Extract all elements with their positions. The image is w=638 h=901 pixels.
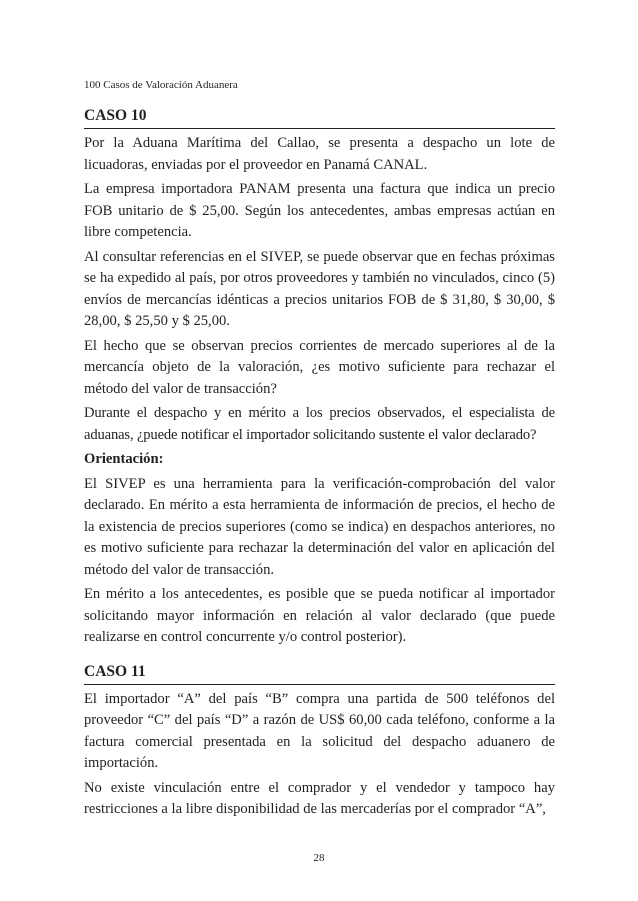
case-11-heading: CASO 11 (84, 662, 555, 685)
page-content (84, 78, 555, 824)
case-10-paragraph-3: Al consultar referencias en el SIVEP, se puede observar que en fechas próximas se ha expedido al país, por otros proveedores y también no vinculados, cinco (5) envíos de mercancías idénticas a precios unitarios FOB de $ 31,80, $ 30,00, $ 28,00, $ 25,50 y $ 25,00. (84, 248, 555, 329)
case-10-heading: CASO 10 (84, 106, 555, 129)
case-11-paragraph-1: El importador “A” del país “B” compra una partida de 500 teléfonos del proveedor “C” del país “D” a razón de US$ 60,00 cada teléfono, conforme a la factura comercial presentada en la solicitud del despacho aduanero de importación. (84, 690, 555, 771)
running-header: 100 Casos de Valoración Aduanera (84, 79, 238, 91)
orientation-paragraph-1: El SIVEP es una herramienta para la verificación-comprobación del valor declarado. En mérito a esta herramienta de información de precios, el hecho de la existencia de precios superiores (como se indica) en despachos anteriores, no es motivo suficiente para rechazar la determinación del valor en aplicación del método del valor de transacción. (84, 475, 555, 578)
case-10-paragraph-1: Por la Aduana Marítima del Callao, se presenta a despacho un lote de licuadoras, enviadas por el proveedor en Panamá CANAL. (84, 135, 555, 173)
case-10-paragraph-5: Durante el despacho y en mérito a los precios observados, el especialista de aduanas, ¿puede notificar el importador solicitando sustente el valor declarado? (84, 405, 555, 443)
case-10-paragraph-4: El hecho que se observan precios corrientes de mercado superiores al de la mercancía objeto de la valoración, ¿es motivo suficiente para rechazar el método del valor de transacción? (84, 337, 555, 397)
orientation-paragraph-2: En mérito a los antecedentes, es posible que se pueda notificar al importador solicitando mayor información en relación al valor declarado (que puede realizarse en control concurrente y/o control posterior). (84, 586, 555, 645)
case-10-paragraph-2: La empresa importadora PANAM presenta una factura que indica un precio FOB unitario de $ 25,00. Según los antecedentes, ambas empresas actúan en libre competencia. (84, 181, 555, 240)
page-number: 28 (313, 852, 325, 864)
case-11-paragraph-2: No existe vinculación entre el comprador y el vendedor y tampoco hay restricciones a la libre disponibilidad de las mercaderías por el comprador “A”, (84, 779, 555, 817)
orientation-heading: Orientación: (84, 451, 164, 467)
